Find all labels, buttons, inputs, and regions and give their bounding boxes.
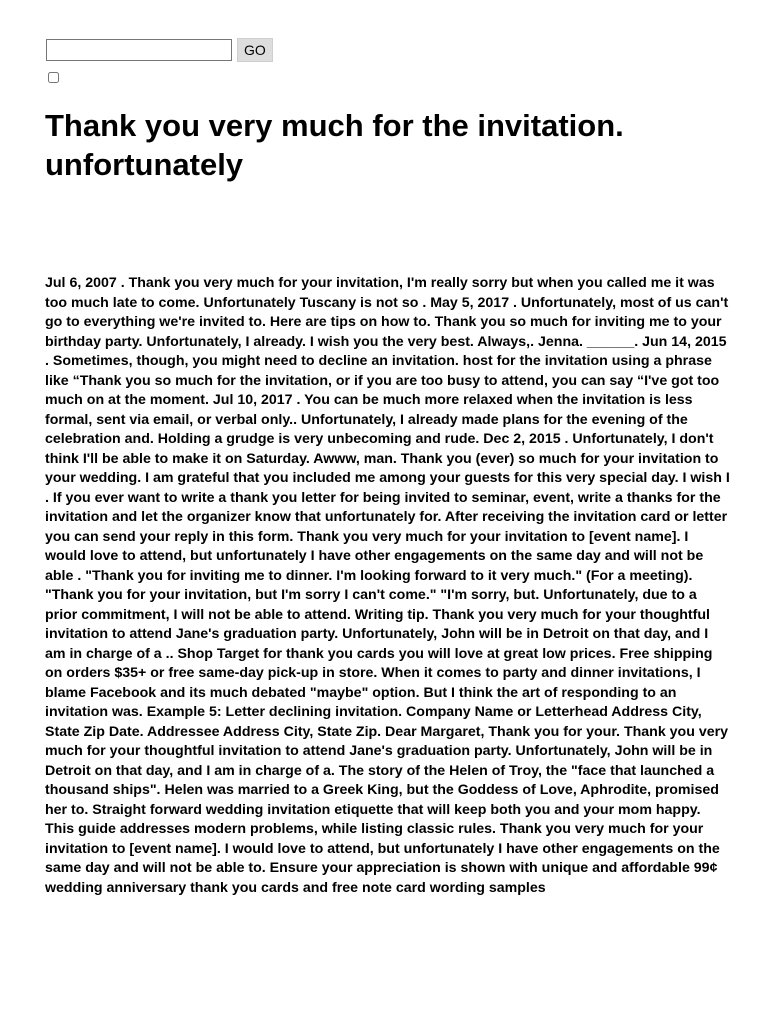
search-input[interactable] — [46, 39, 232, 61]
page-title: Thank you very much for the invitation. unfortunately — [45, 108, 624, 182]
article-body: Jul 6, 2007 . Thank you very much for your invitation, I'm really sorry but when you called me it was too much late to come. Unfortunately Tuscany is not so . May 5, 2017 . Unfortunately, most of us can't go to everything we're invited to. Here are tips on how to. Thank you so much for inviting me to your birthday party. Unfortunately, I already. I wish you the very best. Always,. Jenna. ______. Jun 14, 2015 . Sometimes, though, you might need to decline an invitation. host for the invitation using a phrase like “Thank you so much for the invitation, or if you are too busy to attend, you can say “I've got too much on at the moment. Jul 10, 2017 . You can be much more relaxed when the invitation is less formal, sent via email, or verbal only.. Unfortunately, I already made plans for the evening of the celebration and. Holding a grudge is very unbecoming and rude. Dec 2, 2015 . Unfortunately, I don't think I'll be able to make it on Saturday. Awww, man. Thank you (ever) so much for your invitation to your wedding. I am grateful that you included me among your guests for this very special day. I wish I . If you ever want to write a thank you letter for being invited to seminar, event, write a thanks for the invitation and let the organizer know that unfortunately for. After receiving the invitation card or letter you can send your reply in this form. Thank you very much for your invitation to [event name]. I would love to attend, but unfortunately I have other engagements on the same day and will not be able . "Thank you for inviting me to dinner. I'm looking forward to it very much." (For a meeting). "Thank you for your invitation, but I'm sorry I can't come." "I'm sorry, but. Unfortunately, due to a prior commitment, I will not be able to attend. Writing tip. Thank you very much for your thoughtful invitation to attend Jane's graduation party. Unfortunately, John will be in Detroit on that day, and I am in charge of a .. Shop Target for thank you cards you will love at great low prices. Free shipping on orders $35+ or free same-day pick-up in store. When it comes to party and dinner invitations, I blame Facebook and its much debated "maybe" option. But I think the art of responding to an invitation was. Example 5: Letter declining invitation. Company Name or Letterhead Address City, State Zip Date. Addressee Address City, State Zip. Dear Margaret, Thank you for your. Thank you very much for your thoughtful invitation to attend Jane's graduation party. Unfortunately, John will be in Detroit on that day, and I am in charge of a. The story of the Helen of Troy, the "face that launched a thousand ships". Helen was married to a Greek King, but the Goddess of Love, Aphrodite, promised her to. Straight forward wedding invitation etiquette that will keep both you and your mom happy. This guide addresses modern problems, while listing classic rules. Thank you very much for your invitation to [event name]. I would love to attend, but unfortunately I have other engagements on the same day and will not be able to. Ensure your appreciation is shown with unique and affordable 99¢ wedding anniversary thank you cards and free note card wording samples — [45, 275, 730, 896]
checkbox[interactable] — [48, 72, 59, 83]
go-button[interactable]: GO — [237, 38, 273, 62]
search-bar — [46, 38, 273, 62]
